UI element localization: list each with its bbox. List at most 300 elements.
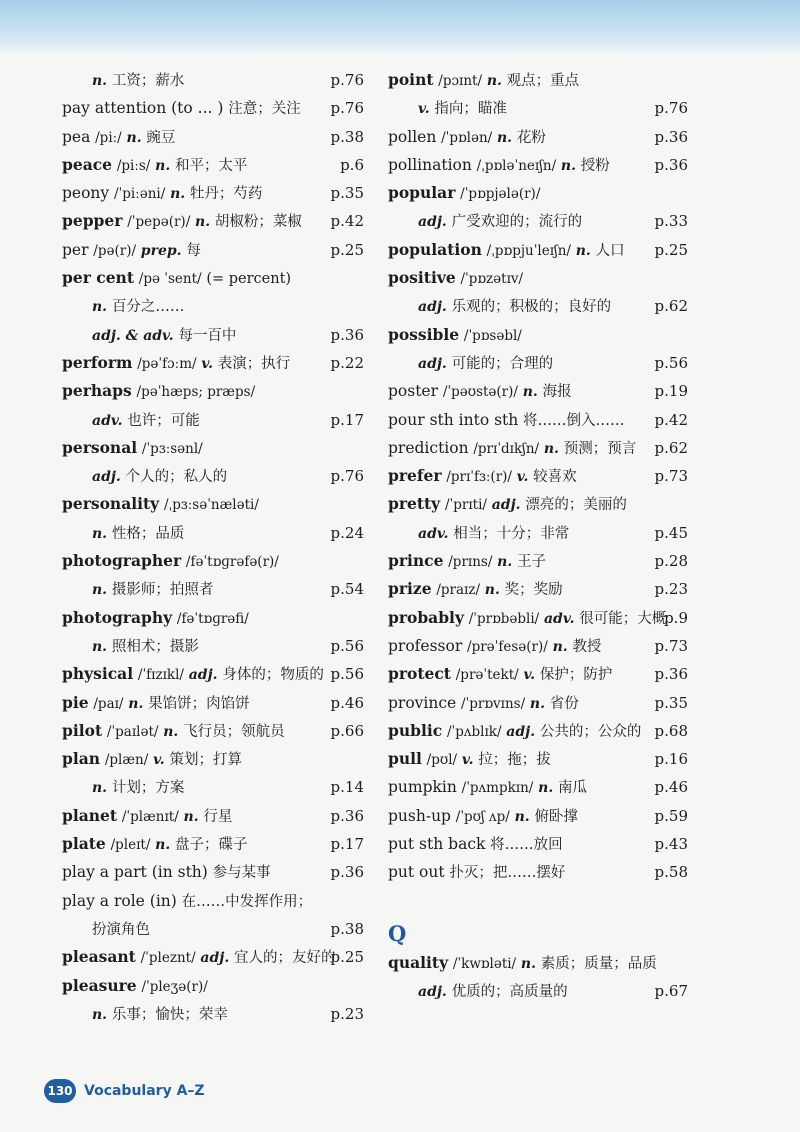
page-reference: p.36 [654,155,688,174]
definition: 盘子；碟子 [175,837,248,854]
pronunciation: /ˈpɒsəbl/ [463,327,522,344]
pronunciation: /ˈpʌblɪk/ [446,723,502,740]
part-of-speech: n. [538,780,554,797]
page-reference: p.46 [654,778,688,797]
part-of-speech: prep. [140,242,182,259]
headword: plan [62,749,101,769]
vocab-entry [62,236,364,264]
part-of-speech: adv. [418,525,449,542]
definition: 公共的；公众的 [539,723,642,740]
part-of-speech: n. [126,129,142,146]
definition: 海报 [542,384,572,401]
vocab-entry [388,179,688,207]
pronunciation: /ˈprɪti/ [444,497,487,514]
page-reference: p.76 [330,71,364,89]
vocab-entry [388,858,688,886]
vocab-entry [62,604,364,632]
definition: 授粉 [580,157,610,174]
vocab-entry [388,717,688,745]
part-of-speech: n. [92,1006,108,1023]
part-of-speech: v. [516,469,529,486]
part-of-speech: adj. [418,984,447,1001]
page-number-badge: 130 [44,1079,76,1103]
definition: 每 [186,242,201,259]
headword: province [388,693,457,712]
page-reference: p.42 [330,212,364,231]
definition: 可能的；合理的 [451,355,554,372]
part-of-speech: n. [195,214,211,231]
vocab-entry [388,490,688,518]
page-reference: p.25 [330,240,364,259]
headword: pleasure [62,975,137,995]
pronunciation: /piːs/ [116,157,151,174]
headword: pumpkin [388,778,457,797]
page-reference: p.58 [654,863,688,882]
page-reference: p.73 [654,467,688,486]
vocab-entry [62,660,364,688]
vocab-entry [388,434,688,462]
part-of-speech: adj. [418,355,447,372]
pronunciation: /ˈpʊʃ ʌp/ [455,808,510,825]
entry-sense-line [62,519,364,547]
definition: 观点；重点 [506,73,580,89]
definition: 和平；太平 [175,157,248,174]
definition: 俯卧撑 [534,808,578,825]
vocab-entry [388,321,688,349]
headword: quality [388,952,449,972]
definition: 王子 [517,554,547,571]
part-of-speech: n. [486,73,502,89]
pronunciation: /ˈpleʒə(r)/ [141,978,208,995]
vocab-entry [62,377,364,405]
headword: pull [388,749,422,769]
page-reference: p.62 [654,438,688,457]
vocab-entry [388,949,688,977]
vocab-entry [62,151,364,179]
definition: 个人的；私人的 [125,469,228,486]
vocab-entry [62,830,364,858]
vocab-entry [388,547,688,575]
entry-sense-line [388,292,688,320]
page-reference: p.56 [654,353,688,372]
definition: 胡椒粉；菜椒 [214,214,302,231]
headword: pea [62,127,91,146]
part-of-speech: v. [153,752,165,769]
pronunciation: /ˈpepə(r)/ [127,214,191,231]
vocab-entry [388,123,688,151]
part-of-speech: adj. [418,214,447,231]
page-reference: p.19 [654,382,688,401]
headword: prince [388,551,444,571]
footer-title: Vocabulary A–Z [84,1083,205,1099]
part-of-speech: n. [560,157,576,174]
page-reference: p.17 [330,835,364,854]
definition: 性格；品质 [111,525,185,542]
part-of-speech: v. [461,752,474,769]
page-reference: p.14 [330,778,364,797]
headword: personality [62,494,160,514]
part-of-speech: n. [484,582,500,599]
part-of-speech: adj. [92,469,121,486]
definition: 牡丹；芍药 [189,186,263,203]
page-reference: p.36 [330,863,364,882]
headword: professor [388,636,463,655]
page-reference: p.17 [330,410,364,429]
vocab-entry [388,406,688,434]
entry-sense-line [62,66,364,94]
page-reference: p.42 [654,410,688,429]
page-reference: p.76 [330,99,364,118]
pronunciation: /ˈpɜːsənl/ [141,440,203,457]
definition: 相当；十分；非常 [453,525,570,542]
part-of-speech: adj. & adv. [92,327,174,344]
pronunciation: /prəˈfesə(r)/ [467,638,548,655]
page-reference: p.25 [654,240,688,259]
headword: pleasant [62,947,136,967]
pronunciation: /ˈpleznt/ [140,950,196,967]
pronunciation: /praɪz/ [436,582,481,599]
definition: 百分之…… [111,299,185,316]
part-of-speech: n. [529,695,545,712]
vocab-entry [388,575,688,603]
vocab-entry [388,151,688,179]
part-of-speech: adv. [543,610,575,627]
pronunciation: /ˈpɒlən/ [441,129,493,146]
headword: play a role (in) [62,891,177,910]
part-of-speech: adv. [92,412,123,429]
page-reference: p.68 [654,721,688,740]
entry-sense-line [62,292,364,320]
entry-sense-line [388,94,688,122]
definition: 宜人的；友好的 [234,950,336,967]
page-reference: p.67 [654,982,688,1001]
page-reference: p.25 [330,948,364,967]
vocab-entry [388,773,688,801]
entry-sense-line [62,632,364,660]
entry-sense-line [62,1000,364,1028]
page-reference: p.38 [330,919,364,938]
definition: 广受欢迎的；流行的 [451,214,583,231]
part-of-speech: n. [92,638,108,655]
vocab-entry [62,689,364,717]
headword: pay attention (to ... ) [62,99,224,118]
pronunciation: /ˈfɪzɪkl/ [137,667,184,684]
entry-sense-line [62,321,364,349]
part-of-speech: n. [92,299,108,316]
page-reference: p.35 [330,184,364,203]
page-reference: p.73 [654,636,688,655]
page-reference: p.23 [330,1004,364,1023]
part-of-speech: n. [496,129,513,146]
pronunciation: /plæn/ [104,752,149,769]
headword: pretty [388,494,441,514]
definition: 指向；瞄准 [434,101,507,118]
part-of-speech: n. [92,73,108,89]
spacer [388,887,688,915]
definition: 摄影师；拍照者 [111,582,214,599]
headword: plate [62,834,106,854]
part-of-speech: n. [170,186,186,203]
page-reference: p.46 [330,693,364,712]
headword: pour sth into sth [388,410,519,429]
headword: photographer [62,551,182,571]
headword: physical [62,664,134,684]
definition: 较喜欢 [533,469,577,486]
definition: 也许；可能 [127,412,200,429]
definition: 乐事；愉快；荣幸 [111,1006,228,1023]
headword: peony [62,184,110,203]
pronunciation: /prɪˈdɪkʃn/ [473,440,540,457]
entry-sense-line [62,406,364,434]
part-of-speech: n. [575,242,591,259]
entry-sense-line [388,349,688,377]
part-of-speech: n. [155,837,171,854]
vocab-entry [388,604,688,632]
headword: personal [62,437,138,457]
definition: 拉；拖；拔 [478,752,551,769]
pronunciation: /ˈprɒbəbli/ [468,610,540,627]
part-of-speech: n. [128,695,144,712]
definition: 将……放回 [490,837,563,854]
pronunciation: /pɔɪnt/ [438,73,483,89]
vocab-entry [62,349,364,377]
definition: 教授 [572,638,602,655]
vocab-entry [62,802,364,830]
definition: 豌豆 [146,129,176,146]
headword: peace [62,154,113,174]
page-reference: p.54 [330,580,364,599]
headword: play a part (in sth) [62,863,208,882]
definition: 参与某事 [212,865,271,882]
entry-sense-line [388,977,688,1005]
definition: 果馅饼；肉馅饼 [148,695,250,712]
pronunciation: /fəˈtɒɡrəfi/ [176,610,249,627]
definition: 计划；方案 [111,780,185,797]
vocab-entry [62,207,364,235]
page-reference: p.33 [654,212,688,231]
headword: positive [388,268,456,288]
headword: population [388,239,482,259]
vocab-entry [62,745,364,773]
headword: put sth back [388,835,486,854]
definition: 乐观的；积极的；良好的 [451,299,612,316]
definition: (= percent) [206,271,292,288]
pronunciation: /pleɪt/ [110,837,151,854]
definition: 扑灭；把……摆好 [449,865,566,882]
pronunciation: /ˌpɒləˈneɪʃn/ [476,157,557,174]
headword: put out [388,863,445,882]
header-band [0,0,800,52]
headword: probably [388,607,464,627]
pronunciation: /ˈpəʊstə(r)/ [442,384,518,401]
vocab-entry [388,264,688,292]
headword: popular [388,183,456,203]
vocab-entry [62,547,364,575]
definition: 素质；质量；品质 [540,955,657,972]
pronunciation: /piː/ [95,129,122,146]
vocab-entry [62,887,364,915]
pronunciation: /pəˈfɔːm/ [137,355,197,372]
page-reference: p.24 [330,523,364,542]
page-footer [44,1076,205,1106]
vocab-entry [388,689,688,717]
pronunciation: /ˈpɒpjələ(r)/ [460,186,541,203]
vocab-entry [62,717,364,745]
part-of-speech: adj. [200,950,230,967]
part-of-speech: adj. [491,497,521,514]
pronunciation: /pə(r)/ [93,242,137,259]
vocab-entry [388,377,688,405]
definition: 工资；薪水 [111,73,185,89]
page-reference: p.36 [330,806,364,825]
vocab-entry [62,972,364,1000]
pronunciation: /prɪns/ [448,554,493,571]
vocab-entry [62,434,364,462]
part-of-speech: v. [201,355,213,372]
page-reference: p.56 [330,665,364,684]
page-reference: p.23 [654,580,688,599]
headword: possible [388,324,460,344]
page-reference: p.35 [654,693,688,712]
definition: 预测；预言 [563,440,637,457]
entry-sense-line [62,575,364,603]
pronunciation: /pʊl/ [426,752,458,769]
headword: prediction [388,438,469,457]
headword: pollen [388,127,437,146]
pronunciation: /pəˈhæps; præps/ [136,384,256,401]
page-reference: p.76 [654,99,688,118]
headword: perform [62,352,133,372]
headword: push-up [388,806,451,825]
part-of-speech: n. [543,440,559,457]
definition: 花粉 [516,129,546,146]
definition: 扮演角色 [92,921,150,938]
pronunciation: /ˈpaɪlət/ [106,723,159,740]
part-of-speech: n. [92,582,108,599]
pronunciation: /ˈpiːəni/ [113,186,166,203]
part-of-speech: n. [183,808,199,825]
page-reference: p.16 [654,750,688,769]
part-of-speech: n. [92,780,108,797]
definition: 策划；打算 [169,752,242,769]
headword: protect [388,664,451,684]
headword: planet [62,805,118,825]
page-reference: p.43 [654,835,688,854]
definition: 行星 [203,808,233,825]
definition: 身体的；物质的 [222,667,324,684]
vocab-entry [388,830,688,858]
part-of-speech: n. [155,157,171,174]
vocab-entry [62,858,364,886]
headword: poster [388,382,439,401]
definition: 将……倒入…… [523,412,625,429]
part-of-speech: n. [520,955,536,972]
headword: perhaps [62,381,132,401]
pronunciation: /ˌpɒpjuˈleɪʃn/ [486,242,571,259]
definition: 在……中发挥作用； [181,893,313,910]
vocab-entry [62,264,364,292]
definition: 人口 [595,242,625,259]
headword: pollination [388,155,472,174]
definition: 优质的；高质量的 [451,984,568,1001]
section-letter: Q [388,920,407,946]
vocab-entry [388,66,688,94]
vocab-entry [388,802,688,830]
part-of-speech: adj. [506,723,536,740]
definition: 省份 [549,695,579,712]
pronunciation: /prəˈtekt/ [455,667,519,684]
page-reference: p.28 [654,552,688,571]
vocab-entry [388,660,688,688]
definition: 注意；关注 [228,101,301,118]
part-of-speech: adj. [418,299,447,316]
vocab-entry [62,490,364,518]
definition: 漂亮的；美丽的 [525,497,627,514]
part-of-speech: n. [552,638,568,655]
definition: 照相术；摄影 [111,638,199,655]
vocab-entry [62,943,364,971]
headword: photography [62,607,173,627]
left-column [62,66,364,1028]
entry-sense-line [388,519,688,547]
page-reference: p.6 [340,155,364,174]
part-of-speech: n. [522,384,538,401]
part-of-speech: n. [163,723,179,740]
headword: pilot [62,720,103,740]
pronunciation: /ˈpɒzətɪv/ [460,271,524,288]
part-of-speech: adj. [188,667,218,684]
entry-sense-line [62,462,364,490]
pronunciation: /paɪ/ [93,695,124,712]
entry-sense-line [388,207,688,235]
headword: per cent [62,268,134,288]
page-reference: p.36 [330,325,364,344]
pronunciation: /ˈpʌmpkɪn/ [461,780,534,797]
headword: prefer [388,466,442,486]
vocab-entry [62,123,364,151]
page-reference: p.59 [654,806,688,825]
page-reference: p.56 [330,636,364,655]
vocab-entry [388,236,688,264]
definition: 很可能；大概 [579,610,667,627]
vocab-entry [388,632,688,660]
vocab-entry [388,462,688,490]
page-reference: p.36 [654,665,688,684]
headword: public [388,720,443,740]
part-of-speech: n. [497,554,513,571]
vocab-entry [62,94,364,122]
definition: 每一百中 [178,327,237,344]
definition: 保护；防护 [539,667,613,684]
definition: 奖；奖励 [504,582,563,599]
pronunciation: /fəˈtɒɡrəfə(r)/ [185,554,279,571]
definition: 南瓜 [557,780,587,797]
pronunciation: /ˈprɒvɪns/ [461,695,526,712]
page-reference: p.22 [330,353,364,372]
part-of-speech: n. [514,808,530,825]
definition: 飞行员；领航员 [183,723,285,740]
part-of-speech: n. [92,525,108,542]
right-column [388,66,688,1006]
pronunciation: /ˈplænɪt/ [121,808,179,825]
headword: per [62,240,89,259]
page-reference: p.9 [664,608,688,627]
headword: prize [388,579,432,599]
page-reference: p.36 [654,127,688,146]
part-of-speech: v. [418,101,430,118]
headword: pepper [62,211,123,231]
entry-sense-line [62,915,364,943]
